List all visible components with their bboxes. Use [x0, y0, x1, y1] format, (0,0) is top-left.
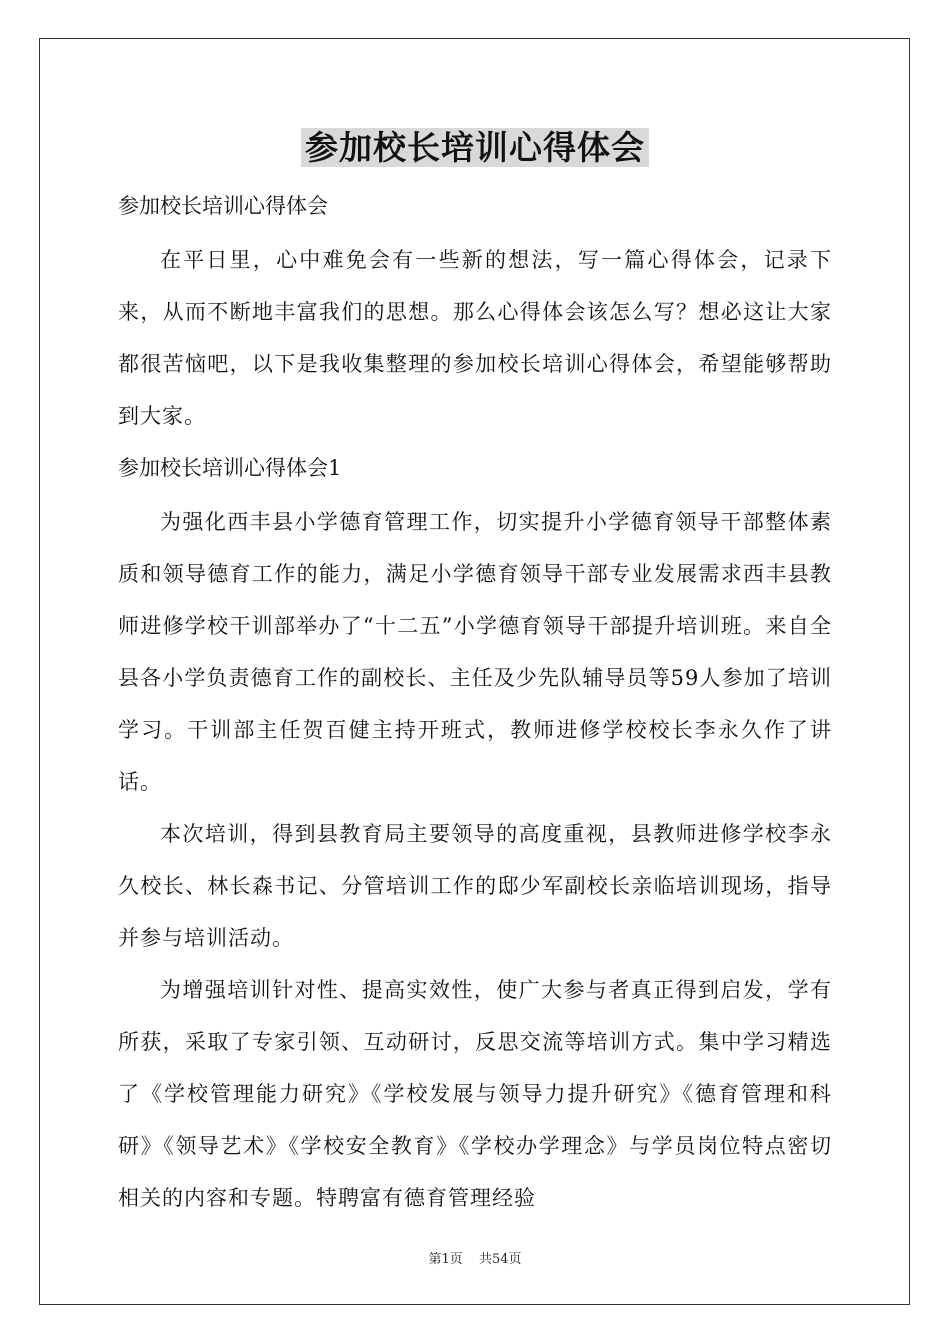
body-paragraph: 为强化西丰县小学德育管理工作，切实提升小学德育领导干部整体素质和领导德育工作的能力，满足小学德育领导干部专业发展需求西丰县教师进修学校干训部举办了“十二五”小学德育领导干部提升培训班。来自全县各小学负责德育工作的副校长、主任及少先队辅导员等59人参加了培训学习。干训部主任贺百健主持开班式，教师进修学校校长李永久作了讲话。 — [118, 510, 832, 794]
section-heading: 参加校长培训心得体会1 — [118, 456, 342, 480]
body-paragraph: 为增强培训针对性、提高实效性，使广大参与者真正得到启发，学有所获，采取了专家引领、互动研讨，反思交流等培训方式。集中学习精选了《学校管理能力研究》《学校发展与领导力提升研究》《德育管理和科研》《领导艺术》《学校安全教育》《学校办学理念》与学员岗位特点密切相关的内容和专题。特聘富有德育管理经验 — [118, 978, 832, 1210]
intro-paragraph: 在平日里，心中难免会有一些新的想法，写一篇心得体会，记录下来，从而不断地丰富我们的思想。那么心得体会该怎么写？想必这让大家都很苦恼吧，以下是我收集整理的参加校长培训心得体会，希望能够帮助到大家。 — [118, 248, 832, 428]
page-total: 共54页 — [478, 1252, 522, 1267]
page-number: 第1页 — [428, 1252, 463, 1267]
body-paragraph: 本次培训，得到县教育局主要领导的高度重视，县教师进修学校李永久校长、林长森书记、分管培训工作的邸少军副校长亲临培训现场，指导并参与培训活动。 — [118, 822, 832, 950]
document-title — [0, 126, 950, 170]
page-footer — [0, 1248, 950, 1267]
document-subtitle: 参加校长培训心得体会 — [118, 194, 328, 218]
document-title-text: 参加校长培训心得体会 — [301, 128, 649, 167]
document-body — [118, 180, 832, 1224]
